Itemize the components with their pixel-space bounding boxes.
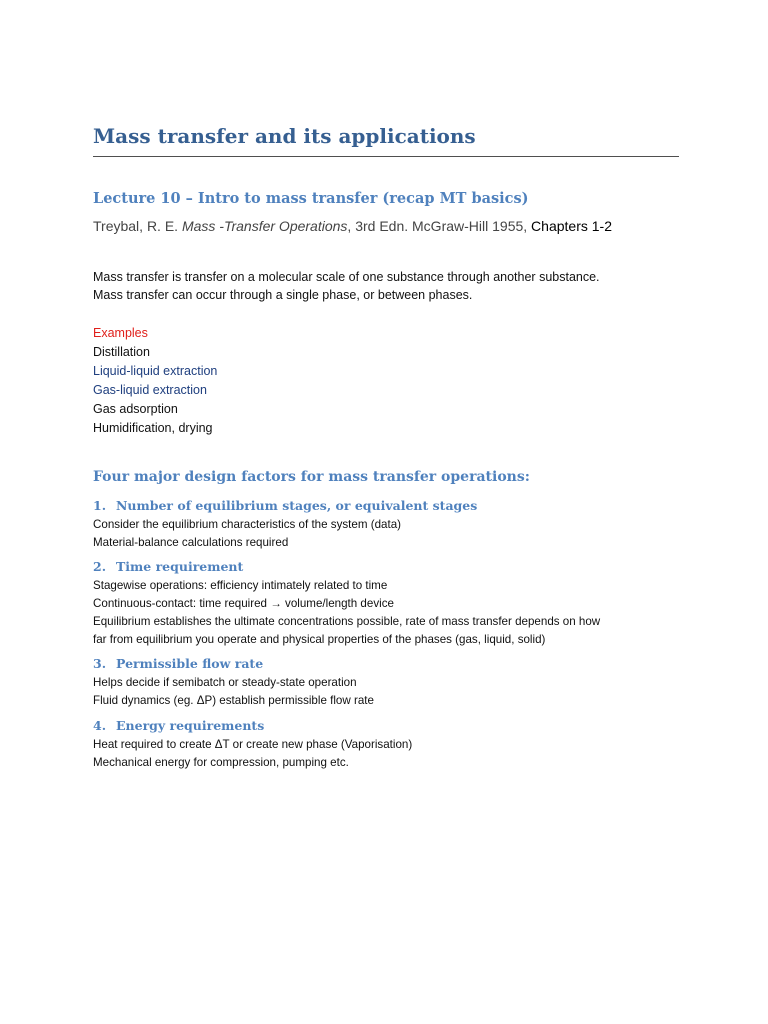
factor-line: Equilibrium establishes the ultimate concentrations possible, rate of mass transfer depends on how: [93, 615, 601, 628]
examples-list: [93, 324, 217, 438]
factor-line: Consider the equilibrium characteristics of the system (data): [93, 518, 402, 531]
factor-number: 4.: [93, 718, 107, 733]
design-factors-heading: Four major design factors for mass transfer operations:: [93, 469, 530, 485]
reference-book-title: Mass -Transfer Operations: [181, 218, 348, 234]
design-factor-3: [93, 656, 679, 710]
factor-line: Material-balance calculations required: [93, 536, 289, 549]
factor-number: 1.: [93, 498, 107, 513]
document-title: Mass transfer and its applications: [93, 124, 476, 148]
example-item-gas-adsorption: Gas adsorption: [93, 402, 178, 416]
reference-citation: [93, 218, 612, 234]
factor-heading: [93, 498, 679, 513]
example-item-distillation: Distillation: [93, 345, 150, 359]
factor-title: Permissible flow rate: [116, 656, 264, 671]
reference-author: Treybal, R. E.: [93, 218, 182, 234]
factor-heading: [93, 656, 679, 671]
design-factor-1: [93, 498, 679, 552]
intro-line: Mass transfer can occur through a single phase, or between phases.: [93, 288, 473, 302]
factor-heading: [93, 559, 679, 574]
example-item-liquid-liquid-extraction[interactable]: Liquid-liquid extraction: [93, 364, 218, 378]
title-divider: [93, 156, 679, 157]
examples-heading: Examples: [93, 326, 148, 340]
factor-line: far from equilibrium you operate and physical properties of the phases (gas, liquid, solid): [93, 633, 546, 646]
factor-title: Number of equilibrium stages, or equivalent stages: [116, 498, 478, 513]
factor-line: Heat required to create ΔT or create new phase (Vaporisation): [93, 738, 413, 751]
intro-paragraph: [93, 268, 600, 304]
example-item-gas-liquid-extraction[interactable]: Gas-liquid extraction: [93, 383, 207, 397]
design-factor-2: [93, 559, 679, 649]
factor-number: 3.: [93, 656, 107, 671]
factor-heading: [93, 718, 679, 733]
factor-line: Stagewise operations: efficiency intimately related to time: [93, 579, 388, 592]
factor-line: Continuous-contact: time required → volume/length device: [93, 597, 394, 610]
example-item-humidification: Humidification, drying: [93, 421, 213, 435]
intro-line: Mass transfer is transfer on a molecular scale of one substance through another substance.: [93, 270, 600, 284]
lecture-heading: Lecture 10 – Intro to mass transfer (recap MT basics): [93, 190, 529, 207]
factor-number: 2.: [93, 559, 107, 574]
reference-chapters: Chapters 1-2: [531, 218, 612, 234]
factor-line: Fluid dynamics (eg. ΔP) establish permissible flow rate: [93, 694, 374, 707]
design-factor-4: [93, 718, 679, 772]
reference-edition: , 3rd Edn. McGraw-Hill 1955,: [347, 218, 532, 234]
factor-line: Mechanical energy for compression, pumping etc.: [93, 756, 349, 769]
factor-title: Energy requirements: [116, 718, 265, 733]
factor-line: Helps decide if semibatch or steady-state operation: [93, 676, 357, 689]
factor-title: Time requirement: [116, 559, 244, 574]
